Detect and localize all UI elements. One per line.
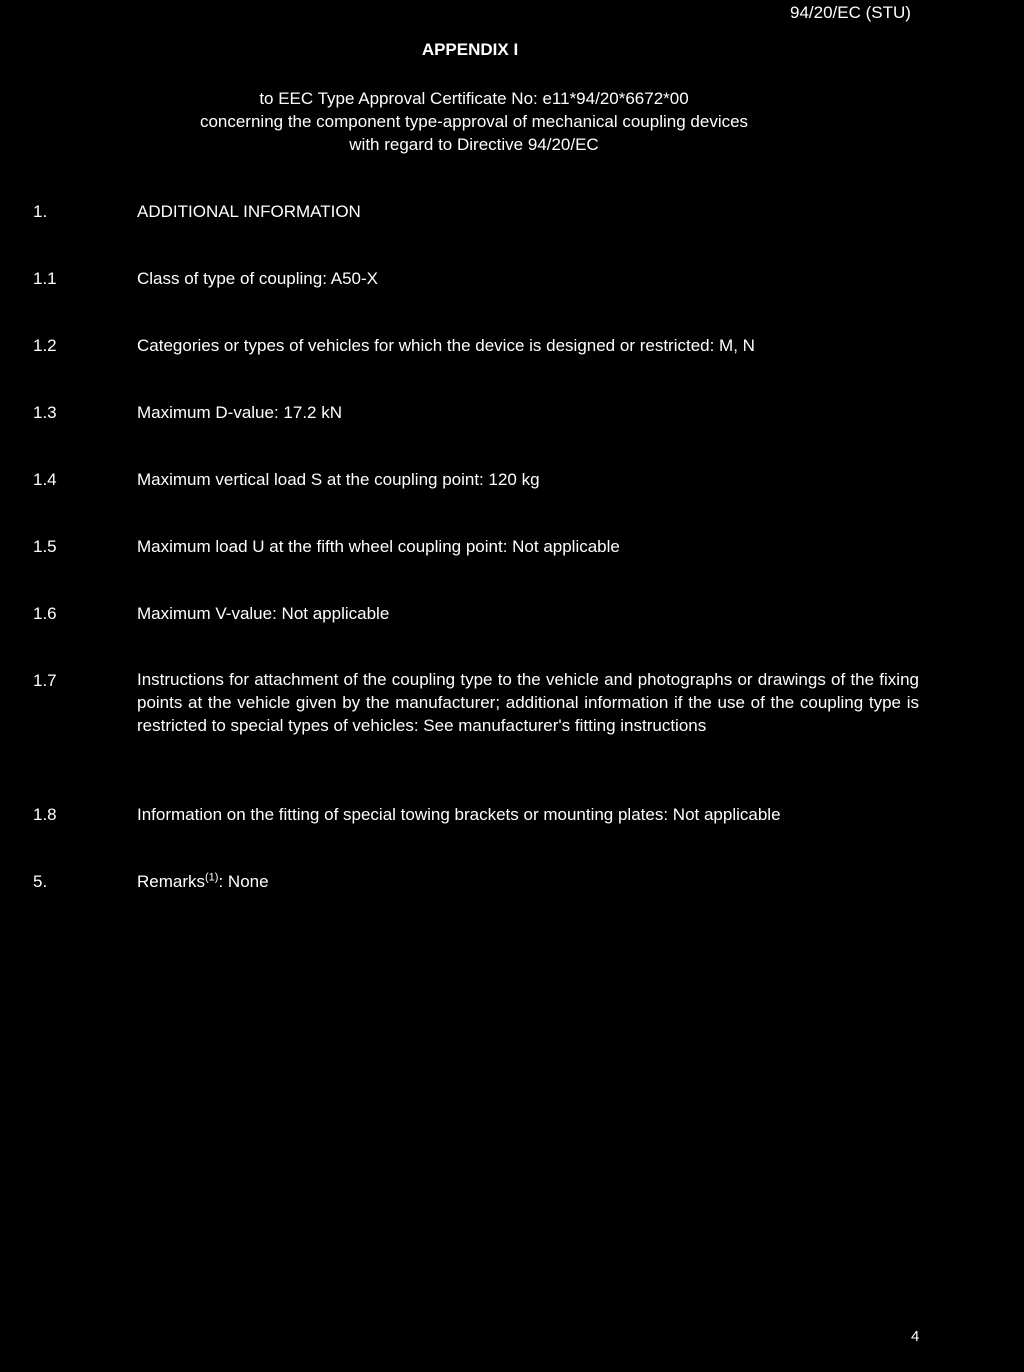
section-number: 1.1 [33,269,57,288]
section-paragraph: Instructions for attachment of the coupling type to the vehicle and photographs or drawings of the fixing points at the vehicle given by the manufacturer; additional information if the use of the coupling type is restricted to special types of vehicles: See manufacturer's fitting instructions [137,670,919,735]
document-code: 94/20/EC (STU) [790,3,911,22]
footnote-reference: (1) [205,871,219,884]
concerning-line: concerning the component type-approval of mechanical coupling devices [199,112,749,131]
section-number: 1.6 [33,604,57,623]
section-text: Maximum load U at the fifth wheel coupling point: Not applicable [137,537,620,556]
section-number: 1. [33,202,48,221]
section-number: 1.5 [33,537,57,556]
section-number: 1.7 [33,671,57,690]
remarks-label: Remarks [137,872,206,891]
section-text: Class of type of coupling: A50-X [137,269,378,288]
section-number: 1.2 [33,336,57,355]
certificate-line: to EEC Type Approval Certificate No: e11*94/20*6672*00 [259,89,689,108]
remarks-value: : None [218,872,269,891]
section-number: 1.8 [33,805,57,824]
section-number: 1.3 [33,403,57,422]
directive-line: with regard to Directive 94/20/EC [349,135,599,154]
section-number: 1.4 [33,470,57,489]
section-text: Maximum D-value: 17.2 kN [137,403,343,422]
page-number: 4 [911,1328,920,1345]
appendix-title: APPENDIX I [421,40,519,59]
section-text: Categories or types of vehicles for which the device is designed or restricted: M, N [137,336,755,355]
remarks-line [137,872,269,892]
section-heading: ADDITIONAL INFORMATION [137,202,361,221]
section-number: 5. [33,872,48,891]
section-text: Maximum vertical load S at the coupling point: 120 kg [137,470,540,489]
section-text: Information on the fitting of special towing brackets or mounting plates: Not applicable [137,805,781,824]
section-text: Maximum V-value: Not applicable [137,604,390,623]
